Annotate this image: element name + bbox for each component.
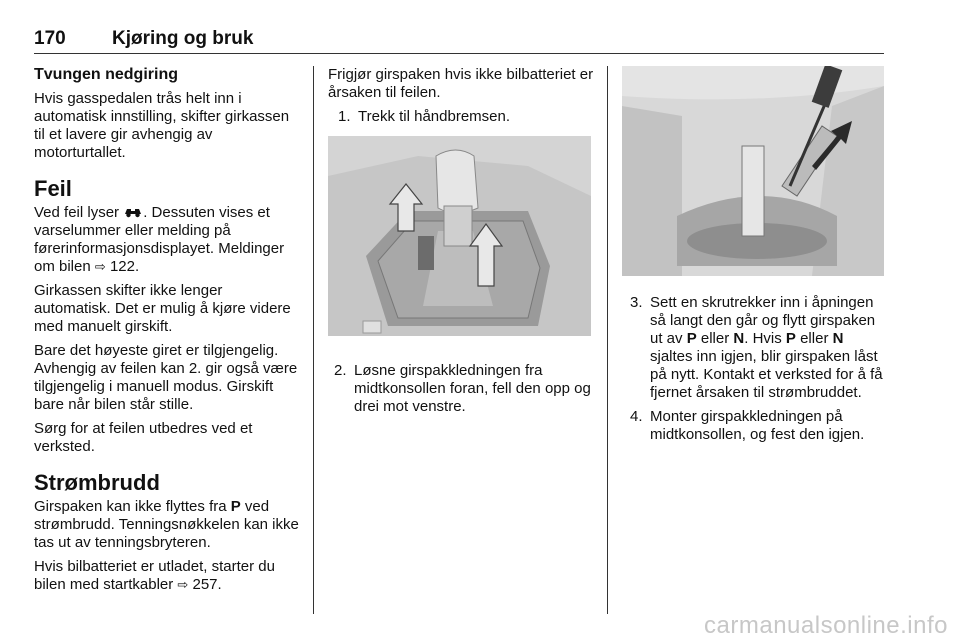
column-2 bbox=[328, 66, 596, 422]
paragraph-intro: Frigjør girspaken hvis ikke bilbatteriet er årsaken til feilen. bbox=[328, 66, 594, 101]
page-reference[interactable]: 122. bbox=[109, 258, 140, 275]
page-reference[interactable]: 257. bbox=[192, 576, 222, 593]
gear-p: P bbox=[785, 330, 796, 347]
text: Sett en skrutrekker inn i åpningen så langt den går og flytt girspaken ut av bbox=[650, 294, 876, 347]
gear-n: N bbox=[733, 330, 745, 347]
text: . Hvis bbox=[744, 330, 786, 347]
page-reference-arrow-icon: ⇨ bbox=[177, 577, 189, 592]
section-title-strombrudd: Strømbrudd bbox=[34, 470, 160, 495]
gear-n: N bbox=[832, 330, 844, 347]
step-1 bbox=[338, 108, 596, 126]
step-number: 4. bbox=[630, 408, 643, 425]
step-number: 2. bbox=[334, 362, 347, 379]
gear-p: P bbox=[686, 330, 697, 347]
text: . Dessuten vises et varselummer eller melding på førerinformasjonsdisplayet. Meldinger om bilen bbox=[34, 204, 285, 275]
step-number: 3. bbox=[630, 294, 643, 311]
header-rule bbox=[34, 53, 884, 54]
column-1 bbox=[34, 66, 302, 600]
step-4 bbox=[630, 408, 888, 444]
page-reference-arrow-icon: ⇨ bbox=[94, 259, 106, 274]
step-text: Løsne girspakkledningen fra midtkonsollen foran, fell den opp og drei mot venstre. bbox=[354, 362, 591, 415]
watermark: carmanualsonline.info bbox=[704, 612, 948, 639]
paragraph-feil-3: Bare det høyeste giret er tilgjengelig. Avhengig av feilen kan 2. gir også være tilgjengelig i manuell modus. Girskift bare når bilen står stille. bbox=[34, 342, 298, 413]
gear-p: P bbox=[230, 498, 241, 515]
chapter-title: Kjøring og bruk bbox=[112, 28, 254, 49]
gear-lever-illustration bbox=[328, 136, 591, 336]
step-2 bbox=[334, 362, 596, 416]
gear-lever-drawing bbox=[328, 136, 591, 336]
paragraph-tvungen-nedgiring: Hvis gasspedalen trås helt inn i automatisk innstilling, skifter girkassen til et lavere gir avhengig av motorturtallet. bbox=[34, 90, 290, 161]
step-text: Monter girspakkledningen på midtkonsollen, og fest den igjen. bbox=[650, 408, 865, 443]
paragraph-strombrudd-2 bbox=[34, 558, 302, 594]
transmission-warning-icon bbox=[123, 206, 143, 218]
page-number: 170 bbox=[34, 28, 66, 49]
step-text bbox=[650, 294, 888, 402]
paragraph-feil-4: Sørg for at feilen utbedres ved et verksted. bbox=[34, 420, 253, 455]
column-3 bbox=[622, 66, 888, 450]
text: eller bbox=[696, 330, 734, 347]
text: ved strømbrudd. Tenningsnøkkelen kan ikke tas ut av tenningsbryteren. bbox=[34, 498, 299, 551]
section-title-tvungen-nedgiring: Tvungen nedgiring bbox=[34, 66, 178, 83]
screwdriver-illustration bbox=[622, 66, 884, 276]
text: Ved feil lyser bbox=[34, 204, 124, 221]
paragraph-feil-1 bbox=[34, 204, 302, 276]
paragraph-feil-2: Girkassen skifter ikke lenger automatisk. Det er mulig å kjøre videre med manuelt girskift. bbox=[34, 282, 291, 335]
section-title-feil: Feil bbox=[34, 176, 72, 201]
step-3 bbox=[630, 294, 888, 402]
step-number: 1. bbox=[338, 108, 351, 125]
column-rule-1 bbox=[313, 66, 314, 614]
paragraph-strombrudd-1 bbox=[34, 498, 302, 552]
column-rule-2 bbox=[607, 66, 608, 614]
text: sjaltes inn igjen, blir girspaken låst på nytt. Kontakt et verksted for å få fjernet årsaken til strømbruddet. bbox=[650, 348, 883, 401]
text: Girspaken kan ikke flyttes fra bbox=[34, 498, 231, 515]
step-text: Trekk til håndbremsen. bbox=[358, 108, 511, 125]
text: Hvis bilbatteriet er utladet, starter du bilen med startkabler bbox=[34, 558, 275, 593]
text: eller bbox=[795, 330, 833, 347]
screwdriver-drawing bbox=[622, 66, 884, 276]
